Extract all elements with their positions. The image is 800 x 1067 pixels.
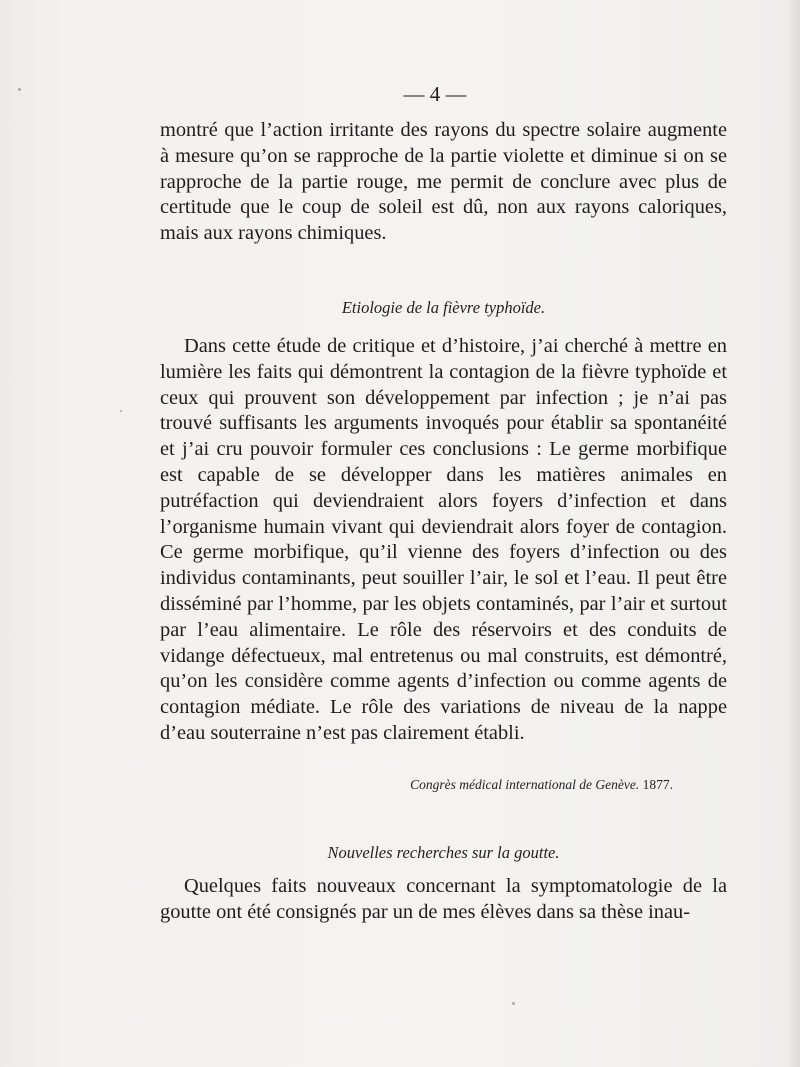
paper-speck xyxy=(18,88,21,91)
page-number: — 4 — xyxy=(403,82,467,106)
citation-year: 1877. xyxy=(642,777,673,792)
paragraph-fievre-typhoide xyxy=(160,334,727,747)
paper-speck xyxy=(120,410,122,412)
section-heading-fievre-typhoide: Etiologie de la fièvre typhoïde. xyxy=(341,298,546,317)
citation-source: Congrès médical international de Genève. xyxy=(410,777,640,792)
paragraph-coup-de-soleil xyxy=(160,118,727,247)
paragraph-2-text: Dans cette étude de critique et d’histoire, j’ai cherché à mettre en lumière les faits qui démontrent la contagion de la fièvre typhoïde et ceux qui prouvent son développement par infection ; je n’ai pas trouvé suffisants les arguments invoqués pour établir sa spontanéité et j’ai cru pouvoir formuler ces conclusions : Le germe morbifique est capable de se développer dans les matières animales en putréfaction qui deviendraient alors foyers d’infection et dans l’organisme humain vivant qui deviendrait alors foyer de contagion. Ce germe morbifique, qu’il vienne des foyers d’infection ou des individus contaminants, peut souiller l’air, le sol et l’eau. Il peut être disséminé par l’homme, par les objets contaminés, par l’air et surtout par l’eau alimentaire. Le rôle des réservoirs et des conduits de vidange défectueux, mal entretenus ou mal construits, est démontré, qu’on les considère comme agents d’infection ou comme agents de contagion médiate. Le rôle des variations de niveau de la nappe d’eau souterraine n’est pas clairement établi. xyxy=(160,335,727,744)
paragraph-goutte xyxy=(160,874,727,926)
paragraph-1-text: montré que l’action irritante des rayons du spectre solaire augmente à mesure qu’on se rapproche de la partie violette et diminue si on se rapproche de la partie rouge, me permit de conclure avec plus de certitude que le coup de soleil est dû, non aux rayons caloriques, mais aux rayons chimiques. xyxy=(160,119,727,245)
section-heading-goutte: Nouvelles recherches sur la goutte. xyxy=(327,843,560,862)
page-edge-shadow xyxy=(786,0,800,1067)
paper-speck xyxy=(512,1002,515,1005)
paragraph-3-text: Quelques faits nouveaux concernant la symptomatologie de la goutte ont été consignés par un de mes élèves dans sa thèse inau- xyxy=(160,875,727,923)
citation xyxy=(410,777,673,793)
